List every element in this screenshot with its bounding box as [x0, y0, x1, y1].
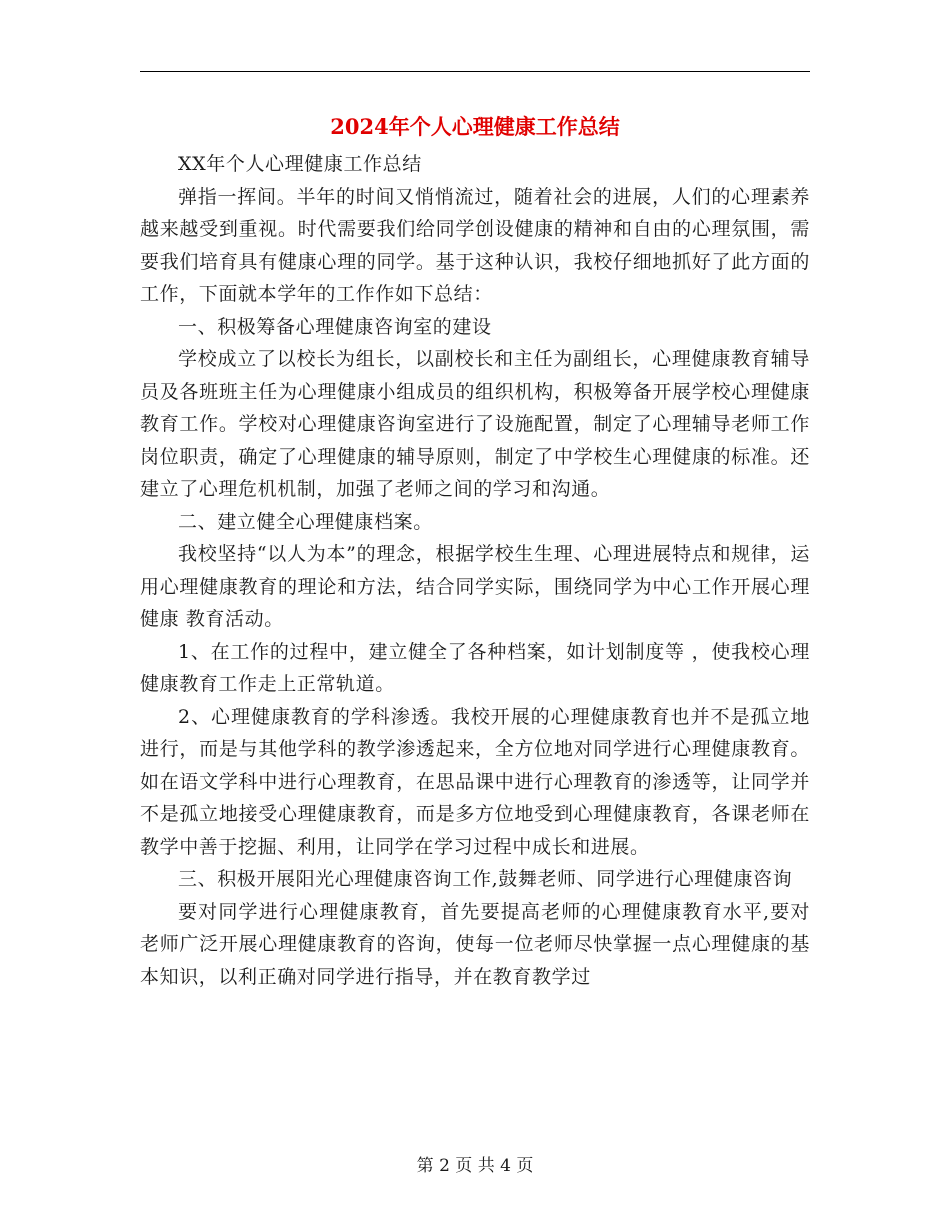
- paragraph-section-1: 学校成立了以校长为组长，以副校长和主任为副组长，心理健康教育辅导员及各班班主任为心理健康小组成员的组织机构，积极筹备开展学校心理健康教育工作。学校对心理健康咨询室进行了设施配置，制定了心理辅导老师工作岗位职责，确定了心理健康的辅导原则，制定了中学校生心理健康的标准。还建立了心理危机机制，加强了老师之间的学习和沟通。: [140, 348, 810, 500]
- header-rule: [140, 71, 810, 72]
- section-heading-1: 一、积极筹备心理健康咨询室的建设: [178, 315, 492, 338]
- page-number-footer: 第 2 页 共 4 页: [416, 1156, 534, 1176]
- document-body: [140, 148, 810, 993]
- paragraph-section-2: 我校坚持“以人为本”的理念，根据学校生生理、心理进展特点和规律，运用心理健康教育的理论和方法，结合同学实际，围绕同学为中心工作开展心理健康 教育活动。: [140, 543, 810, 630]
- paragraph-intro: 弹指一挥间。半年的时间又悄悄流过，随着社会的进展，人们的心理素养越来越受到重视。时代需要我们给同学创设健康的精神和自由的心理氛围，需要我们培育具有健康心理的同学。基于这种认识，我校仔细地抓好了此方面的工作，下面就本学年的工作作如下总结：: [140, 185, 810, 305]
- paragraph-item-1: 1、在工作的过程中，建立健全了各种档案，如计划制度等 ，使我校心理健康教育工作走上正常轨道。: [140, 640, 810, 695]
- section-heading-3: 三、积极开展阳光心理健康咨询工作,鼓舞老师、同学进行心理健康咨询: [178, 868, 793, 890]
- paragraph-section-3: 要对同学进行心理健康教育，首先要提高老师的心理健康教育水平,要对老师广泛开展心理健康教育的咨询，使每一位老师尽快掌握一点心理健康的基本知识，以利正确对同学进行指导，并在教育教学过: [140, 900, 810, 988]
- section-heading-2: 二、建立健全心理健康档案。: [178, 510, 433, 533]
- paragraph-item-2: 2、心理健康教育的学科渗透。我校开展的心理健康教育也并不是孤立地进行，而是与其他学科的教学渗透起来，全方位地对同学进行心理健康教育。如在语文学科中进行心理教育，在思品课中进行心理教育的渗透等，让同学并不是孤立地接受心理健康教育，而是多方位地受到心理健康教育，各课老师在教学中善于挖掘、利用，让同学在学习过程中成长和进展。: [140, 705, 810, 858]
- paragraph-subtitle: XX年个人心理健康工作总结: [178, 153, 422, 175]
- document-title: 2024年个人心理健康工作总结: [330, 114, 620, 139]
